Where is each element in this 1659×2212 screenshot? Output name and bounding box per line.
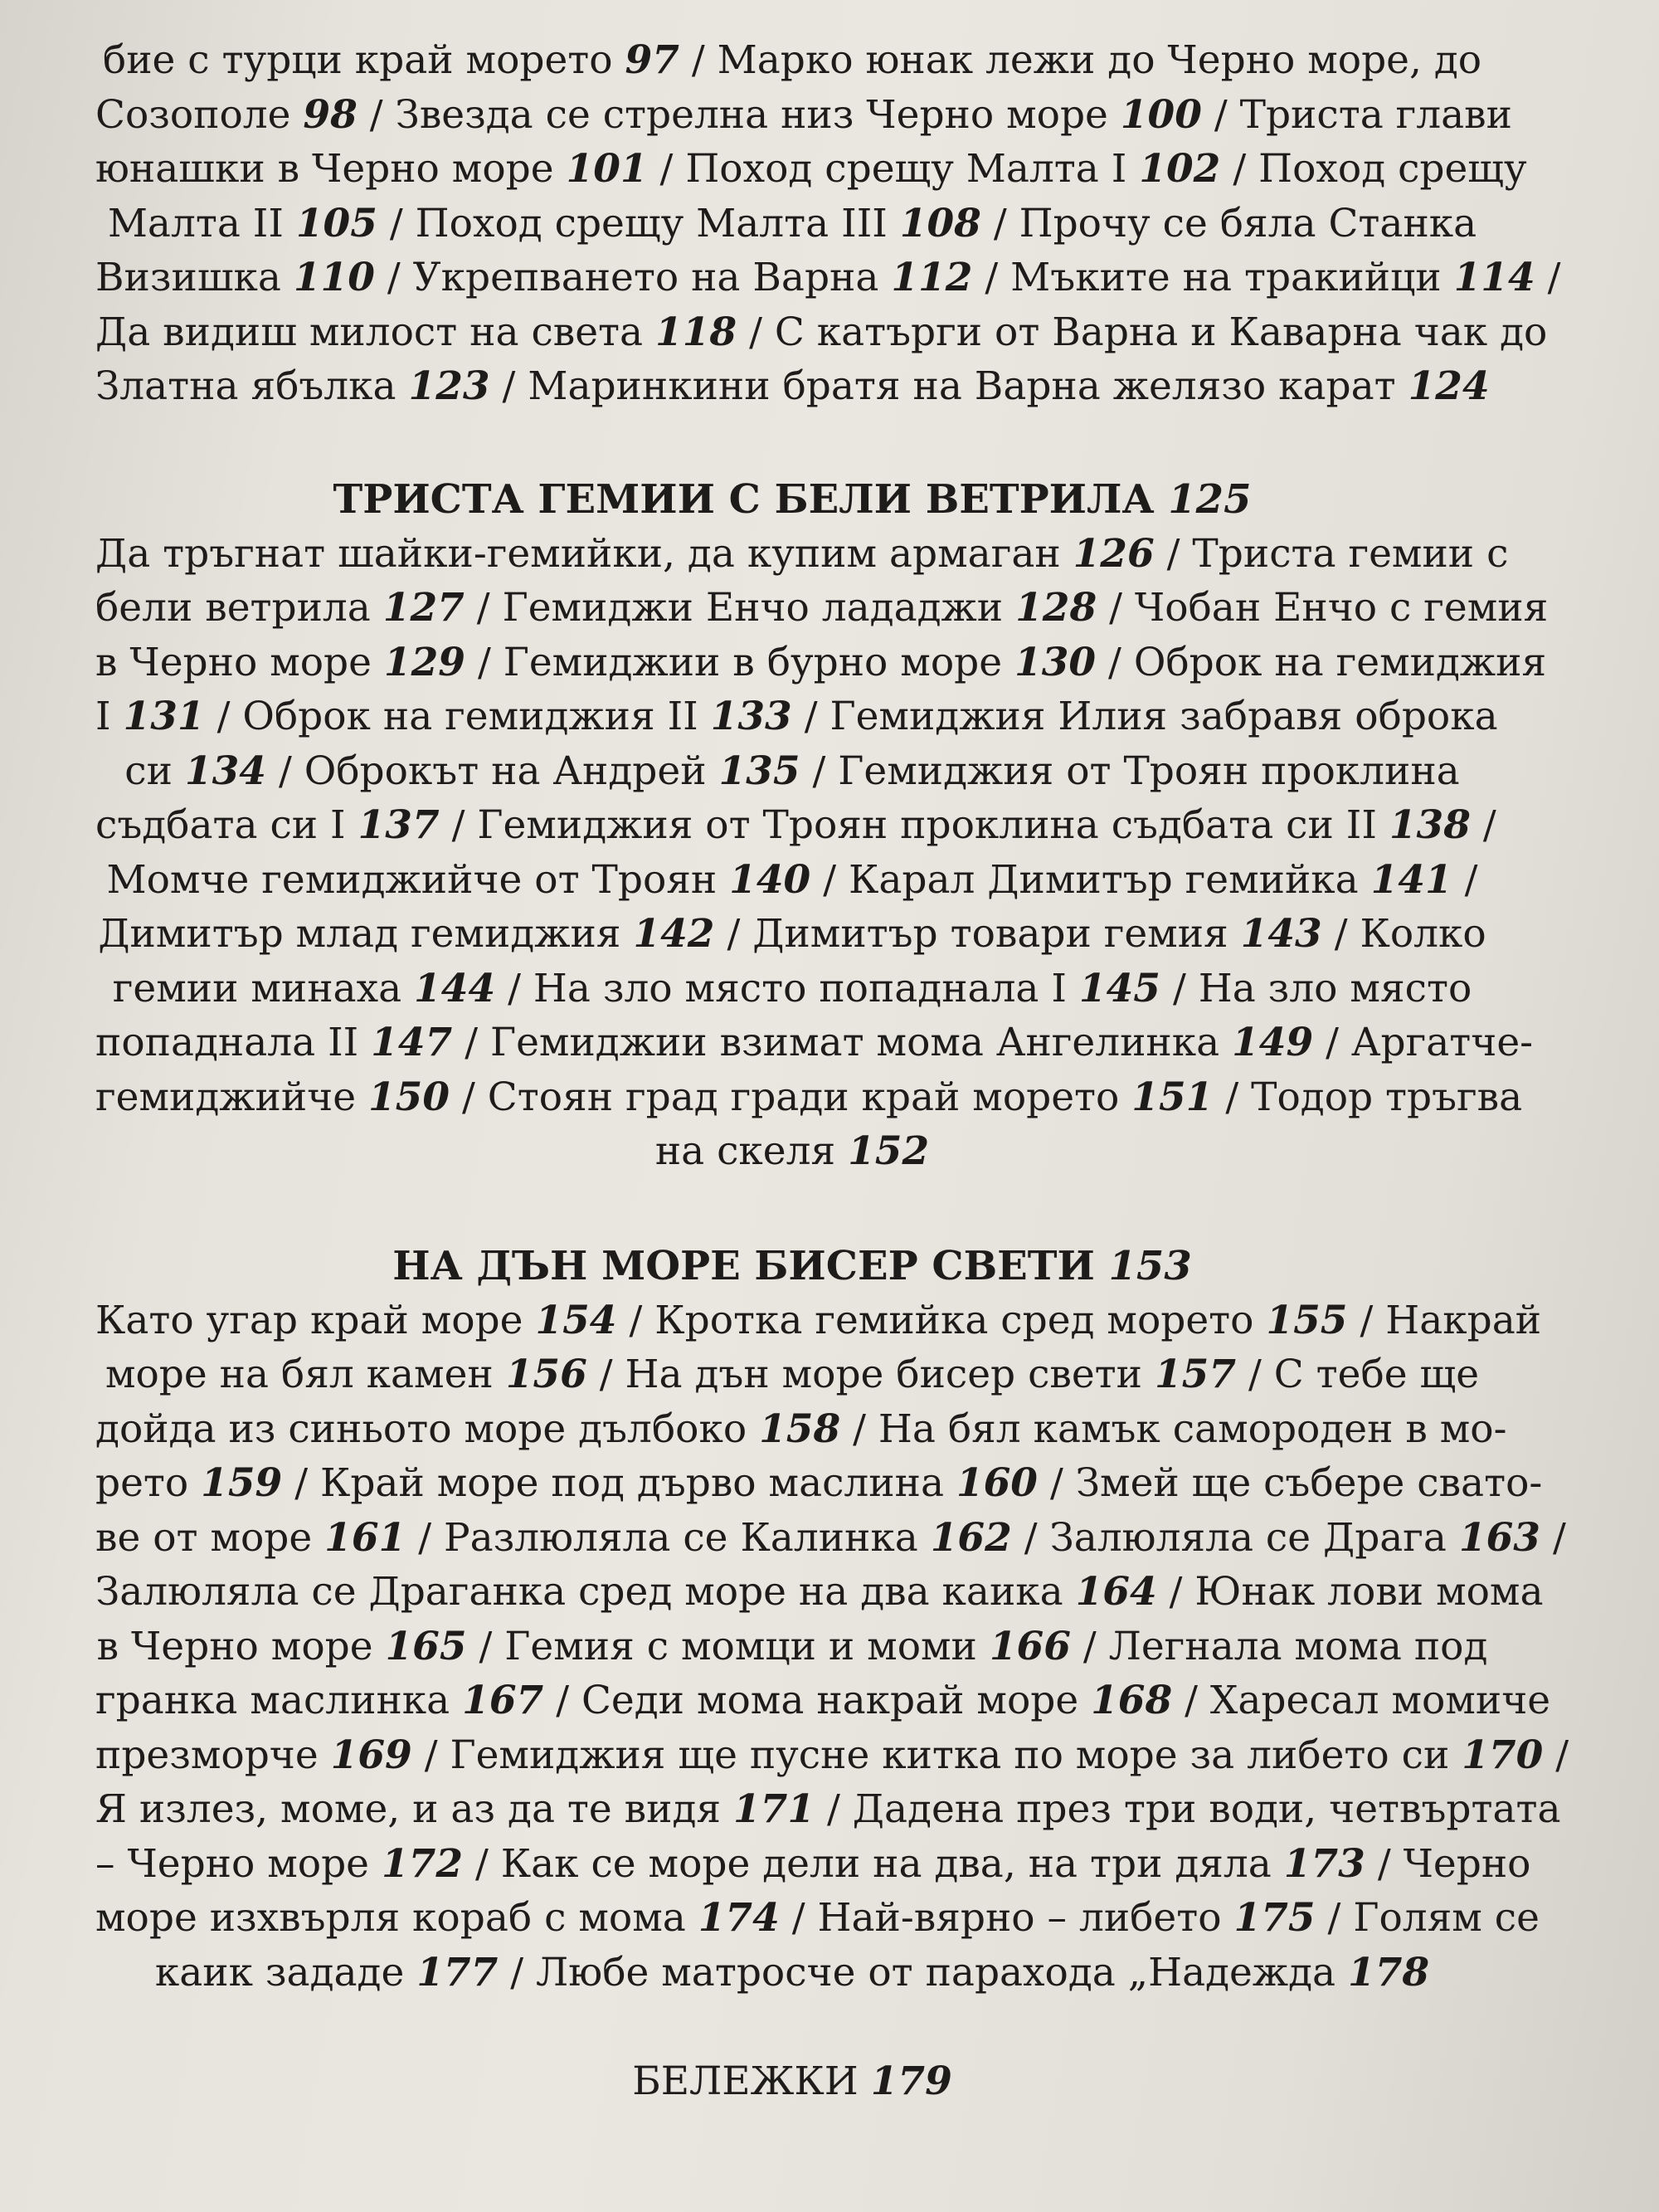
notes-entry xyxy=(95,2054,1489,2109)
page-number: 112 xyxy=(891,255,973,300)
toc-line xyxy=(95,1070,1523,1125)
page-number: 130 xyxy=(1014,639,1097,685)
page-number: 123 xyxy=(408,363,490,409)
page-number: 131 xyxy=(123,694,205,739)
entry-text: / Седи мома накрай море xyxy=(543,1678,1092,1723)
toc-line xyxy=(95,581,1549,636)
entry-text: / Юнак лови мома xyxy=(1156,1569,1544,1615)
page-number: 177 xyxy=(416,1949,499,1995)
section-heading-page: 125 xyxy=(1168,475,1252,523)
entry-text: / xyxy=(1535,255,1561,300)
entry-text: море изхвърля кораб с мома xyxy=(95,1895,698,1941)
entry-text: гранка маслинка xyxy=(95,1678,463,1723)
entry-text: Я излез, моме, и аз да те видя xyxy=(95,1786,733,1832)
entry-text: ве от море xyxy=(95,1514,325,1561)
page-number: 154 xyxy=(535,1297,617,1343)
page-number: 138 xyxy=(1389,802,1471,848)
entry-text: / Поход срещу Малта I xyxy=(647,146,1140,192)
toc-line xyxy=(95,142,1527,197)
notes-page: 179 xyxy=(870,2059,952,2104)
toc-line xyxy=(95,359,1489,414)
page-number: 126 xyxy=(1073,530,1155,577)
entry-text: / Поход срещу Малта III xyxy=(377,200,900,246)
toc-line xyxy=(95,1674,1551,1728)
page-number: 150 xyxy=(367,1074,450,1120)
toc-line xyxy=(95,962,1489,1016)
page-number: 128 xyxy=(1015,585,1097,631)
entry-text: / Аргатче- xyxy=(1313,1020,1534,1065)
entry-text: / Укрепването на Варна xyxy=(374,255,892,300)
section-na-dan-more xyxy=(95,1239,1569,2000)
entry-text: / Черно xyxy=(1365,1840,1531,1887)
page-number: 174 xyxy=(698,1895,780,1941)
page-number: 170 xyxy=(1462,1732,1544,1778)
toc-line xyxy=(95,527,1509,582)
toc-line xyxy=(95,1728,1569,1783)
entry-text: / Звезда се стрелна низ Черно море xyxy=(357,91,1121,138)
page-number: 124 xyxy=(1408,363,1490,409)
toc-line xyxy=(95,689,1498,744)
toc-line xyxy=(95,1620,1489,1674)
page-number: 149 xyxy=(1232,1020,1314,1065)
section-trista-gemii xyxy=(95,472,1549,1179)
entry-text: / С катърги от Варна и Каварна чак до xyxy=(737,309,1548,355)
entry-text: Момче гемиджийче от Троян xyxy=(106,856,730,903)
page-number: 160 xyxy=(956,1460,1039,1506)
entry-text: в Черно море xyxy=(95,639,384,685)
entry-text: юнашки в Черно море xyxy=(95,146,567,192)
entry-text: каик зададе xyxy=(154,1949,417,1995)
entry-text: Като угар край море xyxy=(95,1297,536,1343)
page-number: 144 xyxy=(414,965,496,1011)
toc-line xyxy=(95,1511,1566,1566)
section-heading-title: ТРИСТА ГЕМИИ С БЕЛИ ВЕТРИЛА xyxy=(333,475,1169,523)
entry-text: / Оброкът на Андрей xyxy=(266,748,719,794)
page-number: 158 xyxy=(759,1406,841,1452)
entry-text: Да тръгнат шайки-гемийки, да купим армаган xyxy=(95,530,1073,577)
page-number: 110 xyxy=(293,255,375,300)
toc-line xyxy=(95,744,1489,799)
page-number: 172 xyxy=(381,1840,464,1887)
page-number: 165 xyxy=(385,1623,467,1669)
entry-text: дойда из синьото море дълбоко xyxy=(95,1406,760,1452)
entry-text: / Гемиджии в бурно море xyxy=(465,639,1014,685)
entry-text: / Димитър товари гемия xyxy=(714,911,1241,957)
page-number: 157 xyxy=(1154,1352,1237,1397)
page-number: 152 xyxy=(848,1128,930,1174)
page-number: 101 xyxy=(566,146,648,192)
page-number: 134 xyxy=(184,748,266,794)
entry-text: бие с турци край морето xyxy=(102,37,625,83)
page-number: 163 xyxy=(1458,1514,1541,1561)
section-entries xyxy=(95,1294,1569,2000)
toc-line xyxy=(95,88,1512,143)
page-number: 147 xyxy=(371,1020,453,1065)
page-number: 173 xyxy=(1283,1840,1365,1887)
page-number: 140 xyxy=(729,856,811,903)
entry-text: презморче xyxy=(95,1732,331,1778)
entry-text: Созополе xyxy=(95,91,304,138)
entry-text: / На зло място попаднала I xyxy=(495,965,1079,1011)
entry-text: / Карал Димитър гемийка xyxy=(810,856,1371,903)
entry-text: / Маринкини братя на Варна желязо карат xyxy=(489,363,1408,409)
entry-text: / Гемиджи Енчо лададжи xyxy=(464,585,1016,631)
entry-text: / Накрай xyxy=(1347,1297,1542,1343)
page-number: 105 xyxy=(295,200,377,246)
toc-line xyxy=(95,1347,1489,1402)
entry-text: / Поход срещу xyxy=(1220,146,1527,192)
page-number: 169 xyxy=(330,1732,412,1778)
entry-text: попаднала II xyxy=(95,1020,372,1065)
entry-text: Златна ябълка xyxy=(95,363,409,409)
toc-line xyxy=(95,1402,1507,1457)
entry-text: Да видиш милост на света xyxy=(95,309,656,355)
entry-text: си xyxy=(124,748,185,794)
entry-text: / Гемиджия от Троян проклина съдбата си II xyxy=(439,802,1389,848)
toc-line xyxy=(95,1837,1531,1892)
toc-line xyxy=(95,1124,1489,1179)
entry-text: / Чобан Енчо с гемия xyxy=(1097,585,1549,631)
section-heading-title: НА ДЪН МОРЕ БИСЕР СВЕТИ xyxy=(392,1242,1109,1289)
entry-text: море на бял камен xyxy=(105,1352,506,1397)
page-number: 145 xyxy=(1078,965,1161,1011)
toc-line xyxy=(95,1782,1561,1837)
page-number: 171 xyxy=(732,1786,815,1832)
page-number: 114 xyxy=(1453,255,1535,300)
entry-text: Димитър млад гемиджия xyxy=(98,911,634,957)
entry-text: / С тебе ще xyxy=(1236,1352,1480,1397)
toc-line xyxy=(95,1456,1543,1511)
entry-text: / На бял камък самороден в мо- xyxy=(840,1406,1507,1452)
section-heading-page: 153 xyxy=(1108,1242,1192,1289)
notes-label: БЕЛЕЖКИ xyxy=(632,2059,871,2104)
entry-text: / Прочу се бяла Станка xyxy=(980,200,1477,246)
entry-text: Визишка xyxy=(95,255,294,300)
entry-text: гемии минаха xyxy=(112,965,415,1011)
entry-text: / Кротка гемийка сред морето xyxy=(616,1297,1267,1343)
entry-text: / На дън море бисер свети xyxy=(586,1352,1155,1397)
toc-line xyxy=(95,1565,1544,1620)
page-number: 127 xyxy=(382,585,465,631)
entry-text: Залюляла се Драганка сред море на два каика xyxy=(95,1569,1076,1615)
section-intro-entries xyxy=(95,33,1561,414)
entry-text: / Най-вярно – либето xyxy=(779,1895,1234,1941)
entry-text: / Харесал момиче xyxy=(1172,1678,1551,1723)
toc-line xyxy=(95,907,1489,962)
entry-text: / Оброк на гемиджия xyxy=(1096,639,1547,685)
page-number: 97 xyxy=(625,37,679,83)
page-number: 151 xyxy=(1131,1074,1214,1120)
page-number: 129 xyxy=(383,639,465,685)
entry-text: / Залюляла се Драга xyxy=(1011,1514,1459,1561)
page-number: 102 xyxy=(1139,146,1221,192)
page-number: 100 xyxy=(1120,91,1202,138)
page-number: 167 xyxy=(462,1678,544,1723)
entry-text: / Дадена през три води, четвъртата xyxy=(815,1786,1561,1832)
entry-text: / Тодор тръгва xyxy=(1213,1074,1523,1120)
entry-text: гемиджийче xyxy=(95,1074,368,1120)
page-number: 175 xyxy=(1233,1895,1316,1941)
entry-text: / На зло място xyxy=(1160,965,1472,1011)
toc-line xyxy=(95,636,1547,690)
section-entries xyxy=(95,527,1549,1179)
toc-line xyxy=(95,251,1561,305)
entry-text: / Гемиджия Илия забравя оброка xyxy=(791,694,1498,739)
entry-text: Малта II xyxy=(107,200,296,246)
entry-text: / Гемиджии взимат мома Ангелинка xyxy=(452,1020,1233,1065)
toc-line xyxy=(95,1294,1542,1348)
entry-text: / Марко юнак лежи до Черно море, до xyxy=(679,37,1482,83)
entry-text: / Стоян град гради край морето xyxy=(450,1074,1132,1120)
entry-text: / Оброк на гемиджия II xyxy=(204,694,711,739)
page-number: 141 xyxy=(1370,856,1452,903)
entry-text: I xyxy=(95,694,124,739)
toc-line xyxy=(95,1891,1540,1946)
page-number: 166 xyxy=(989,1623,1071,1669)
page-number: 133 xyxy=(710,694,792,739)
entry-text: / Мъките на тракийци xyxy=(972,255,1454,300)
entry-text: / Голям се xyxy=(1315,1895,1540,1941)
toc-line xyxy=(95,1016,1534,1070)
section-heading xyxy=(95,472,1489,527)
toc-line xyxy=(95,305,1548,360)
page-number: 135 xyxy=(718,748,800,794)
page-number: 156 xyxy=(505,1352,587,1397)
toc-line xyxy=(95,798,1496,853)
page-number: 142 xyxy=(633,911,715,957)
entry-text: / Триста гемии с xyxy=(1154,530,1509,577)
toc-line xyxy=(95,33,1489,88)
page-number: 118 xyxy=(655,309,737,355)
entry-text: / Любе матросче от парахода „Надежда xyxy=(498,1949,1349,1995)
entry-text: / Змей ще събере свато- xyxy=(1038,1460,1543,1506)
entry-text: / Как се море дели на два, на три дяла xyxy=(463,1840,1284,1887)
entry-text: / xyxy=(1470,802,1496,848)
page-number: 161 xyxy=(324,1514,406,1561)
page-number: 168 xyxy=(1091,1678,1173,1723)
toc-line xyxy=(95,853,1489,908)
entry-text: / Гемия с момци и моми xyxy=(466,1623,990,1669)
page-number: 98 xyxy=(303,91,358,138)
toc-line xyxy=(95,1946,1489,2000)
entry-text: / Разлюляла се Калинка xyxy=(406,1514,931,1561)
entry-text: / xyxy=(1540,1514,1566,1561)
page-number: 108 xyxy=(899,200,981,246)
page-number: 143 xyxy=(1240,911,1322,957)
table-of-contents xyxy=(95,33,1569,2109)
page-number: 164 xyxy=(1075,1569,1157,1615)
entry-text: / Триста глави xyxy=(1201,91,1512,138)
page-number: 159 xyxy=(201,1460,283,1506)
entry-text: / Гемиджия от Троян проклина xyxy=(800,748,1460,794)
page-number: 155 xyxy=(1266,1297,1348,1343)
entry-text: / xyxy=(1452,856,1478,903)
section-heading xyxy=(95,1239,1489,1294)
entry-text: – Черно море xyxy=(95,1840,382,1887)
entry-text: / Гемиджия ще пусне китка по море за либето си xyxy=(411,1732,1462,1778)
entry-text: рето xyxy=(95,1460,202,1506)
entry-text: бели ветрила xyxy=(95,585,383,631)
page-number: 137 xyxy=(358,802,440,848)
entry-text: в Черно море xyxy=(96,1623,386,1669)
entry-text: / Край море под дърво маслина xyxy=(282,1460,956,1506)
entry-text: / xyxy=(1543,1732,1569,1778)
entry-text: съдбата си I xyxy=(95,802,358,848)
page-number: 162 xyxy=(930,1514,1012,1561)
entry-text: / Колко xyxy=(1321,911,1486,957)
page-number: 178 xyxy=(1348,1949,1430,1995)
toc-line xyxy=(95,197,1489,251)
entry-text: / Легнала мома под xyxy=(1070,1623,1488,1669)
entry-text: на скеля xyxy=(654,1128,849,1174)
